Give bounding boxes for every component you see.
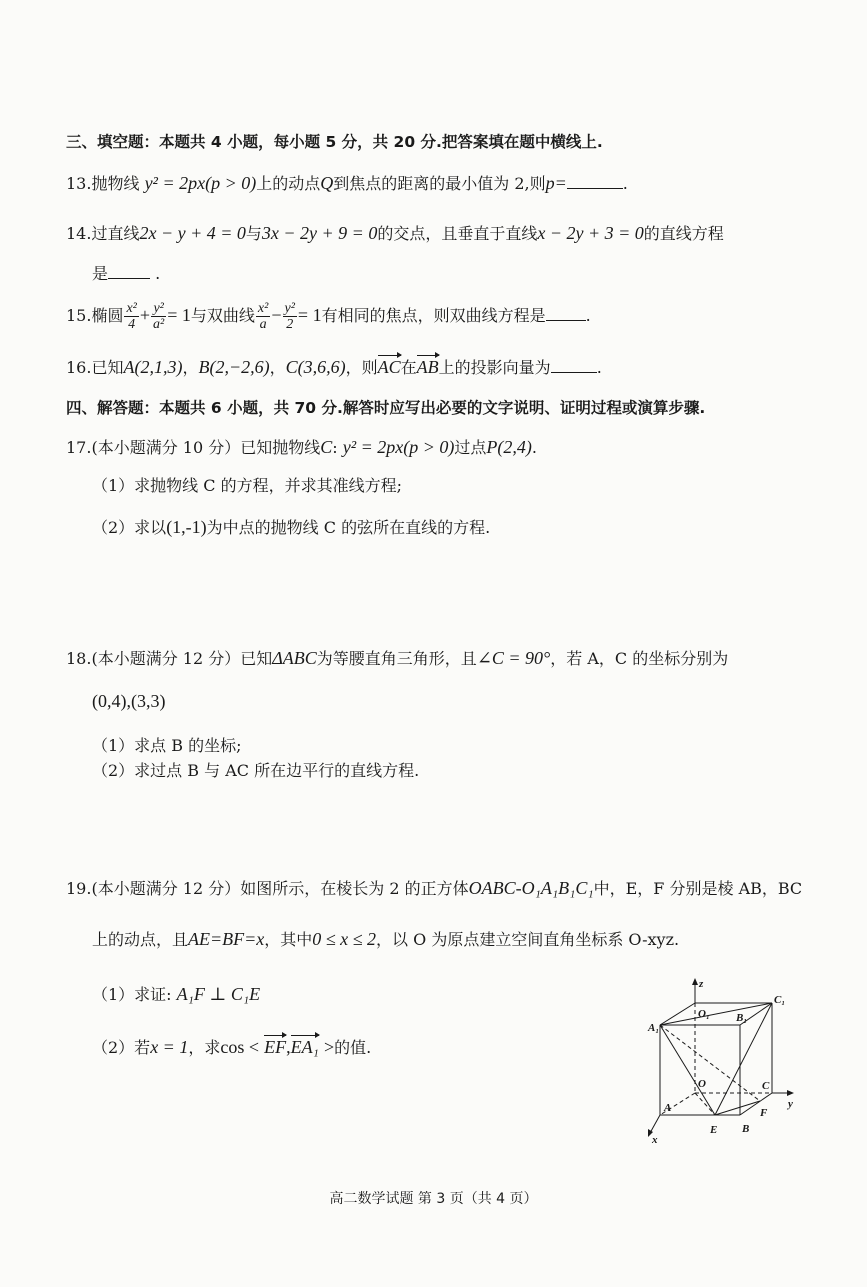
segment-e-f [715, 1101, 760, 1115]
q19-cube: OABC-O₁A₁B₁C₁ [468, 878, 594, 898]
q19-sub1-math: A₁F ⊥ C₁E [176, 984, 261, 1004]
q14-number: 14. [66, 224, 92, 243]
label-y: y [788, 1098, 793, 1110]
q16-point-b: B(2,−2,6) [198, 357, 270, 377]
section3-heading: 三、填空题：本题共 4 小题，每小题 5 分，共 20 分.把答案填在题中横线上. [66, 133, 603, 151]
q13-answer-blank[interactable] [567, 172, 623, 189]
label-e: E [710, 1124, 718, 1136]
question-14 [66, 222, 724, 245]
question-14-line2 [92, 262, 160, 285]
q18-number: 18. [66, 649, 92, 668]
axis-z-arrow [692, 978, 698, 985]
q18-angle: ∠C = 90° [476, 648, 551, 668]
q19-sub2-comma: , [286, 1037, 291, 1057]
label-o1: O₁ [698, 1008, 710, 1020]
q14-text1: 过直线 [91, 224, 140, 243]
q16-text3: 在 [400, 358, 417, 377]
question-13 [66, 172, 628, 195]
q19-sub2-text3: 的值. [334, 1038, 372, 1057]
q18-text2: 为等腰直角三角形，且 [316, 649, 477, 668]
axis-y-arrow [787, 1090, 794, 1096]
q15-frac1: $\frac{\text{x²}}{4}$ [126, 301, 137, 332]
q14-text4: 的直线方程 [643, 224, 724, 243]
label-c: C [762, 1080, 770, 1092]
q16-text1: 已知 [91, 358, 124, 377]
q17-number: 17. [66, 438, 92, 457]
q13-text2: 上的动点 [256, 174, 321, 193]
q15-frac3: $\frac{\text{x²}}{a}$ [257, 301, 269, 332]
q15-eq2: = 1 [297, 305, 322, 325]
axis-x [650, 1115, 660, 1133]
q17-sub2-midpoint: (1,-1) [166, 517, 207, 537]
q19-sub1-text: （1）求证: [92, 985, 172, 1004]
q19-sub2-cos: cos < [220, 1037, 259, 1057]
q19-sub2-text2: ，求 [188, 1038, 221, 1057]
q14-equation1: 2x − y + 4 = 0 [139, 223, 246, 243]
q15-plus: + [139, 305, 151, 325]
label-c1: C₁ [774, 994, 786, 1006]
q13-p: p= [545, 173, 567, 193]
q17-point-p: P(2,4) [486, 437, 532, 457]
q18-points [92, 690, 165, 713]
q13-text1: 抛物线 [91, 174, 140, 193]
q14-text3: 的交点，且垂直于直线 [377, 224, 538, 243]
q18-text1: (本小题满分 12 分）已知 [91, 649, 273, 668]
q16-sep2: ， [269, 358, 286, 377]
cube-figure [640, 975, 800, 1145]
q16-text2: ，则 [345, 358, 378, 377]
q17-colon: : [332, 438, 338, 457]
q17-text2: 过点 [454, 438, 487, 457]
label-a: A [664, 1102, 672, 1114]
q13-text3: 到焦点的距离的最小值为 2,则 [333, 174, 546, 193]
segment-a1-f [660, 1025, 760, 1101]
q19-sub2-vector-ea1: EA₁ [290, 1037, 319, 1057]
q17-sub1: （1）求抛物线 C 的方程，并求其准线方程; [92, 476, 402, 495]
question-16 [66, 356, 602, 379]
q19-sub2-vector-ef: EF [264, 1037, 287, 1057]
q13-number: 13. [66, 174, 92, 193]
q16-point-a: A(2,1,3) [123, 357, 183, 377]
label-a1: A₁ [648, 1022, 660, 1034]
page-footer: 高二数学试题 第 3 页（共 4 页） [329, 1191, 538, 1207]
question-17 [66, 436, 537, 459]
q17-curve-c: C [320, 437, 333, 457]
q14-end: . [155, 264, 161, 283]
q16-point-c: C(3,6,6) [285, 357, 346, 377]
q15-end: . [585, 306, 591, 325]
label-b1: B₁ [736, 1012, 748, 1024]
q19-sub2-text1: （2）若 [92, 1038, 151, 1057]
label-b: B [742, 1123, 750, 1135]
q19-sub2-x: x = 1 [150, 1037, 189, 1057]
q13-end: . [622, 174, 628, 193]
question-19 [66, 877, 802, 900]
q19-range: 0 ≤ x ≤ 2 [312, 929, 377, 949]
label-x: x [652, 1134, 658, 1145]
label-o: O [698, 1078, 706, 1090]
q15-text2: 与双曲线 [190, 306, 255, 325]
label-z: z [699, 978, 704, 990]
q16-number: 16. [66, 358, 92, 377]
q19-text3: 上的动点，且 [92, 930, 189, 949]
q17-end: . [531, 438, 537, 457]
q15-text3: 有相同的焦点，则双曲线方程是 [321, 306, 546, 325]
q17-equation: y² = 2px(p > 0) [342, 437, 455, 457]
q19-text5: ，以 O 为原点建立空间直角坐标系 O-xyz. [376, 930, 680, 949]
q13-point-q: Q [320, 173, 334, 193]
q14-text5: 是 [92, 264, 109, 283]
q18-text3: ，若 A，C 的坐标分别为 [550, 649, 729, 668]
q15-frac2: $\frac{\text{y²}}{\text{a²}}$ [153, 301, 165, 332]
q17-sub2-text2: 为中点的抛物线 C 的弦所在直线的方程. [206, 518, 491, 537]
q19-sub2-gt: > [323, 1037, 335, 1057]
q19-sub2 [92, 1036, 371, 1059]
q18-sub1: （1）求点 B 的坐标; [92, 736, 242, 755]
q15-eq1: = 1 [167, 305, 191, 325]
q18-sub2: （2）求过点 B 与 AC 所在边平行的直线方程. [92, 761, 420, 780]
label-f: F [760, 1107, 768, 1119]
q14-equation2: 3x − 2y + 9 = 0 [261, 223, 378, 243]
q15-number: 15. [66, 306, 92, 325]
q17-text1: (本小题满分 10 分）已知抛物线 [91, 438, 321, 457]
q14-answer-blank[interactable] [108, 262, 150, 279]
q16-sep1: ， [182, 358, 199, 377]
q19-sub1 [92, 983, 260, 1006]
q19-text2: 中，E，F 分别是棱 AB，BC [593, 879, 803, 898]
q15-text1: 椭圆 [91, 306, 124, 325]
q19-text4: ，其中 [264, 930, 313, 949]
q16-vector-ab: AB [416, 357, 439, 377]
q15-minus: − [271, 305, 282, 325]
q16-text4: 上的投影向量为 [438, 358, 551, 377]
section4-heading: 四、解答题：本题共 6 小题，共 70 分.解答时应写出必要的文字说明、证明过程或演算步骤. [66, 399, 706, 417]
question-19-line2 [92, 928, 679, 951]
q19-number: 19. [66, 879, 92, 898]
q17-sub2-text1: （2）求以 [92, 518, 167, 537]
q19-equation-x: AE=BF=x [188, 929, 265, 949]
q14-equation3: x − 2y + 3 = 0 [537, 223, 644, 243]
q18-coordinates: (0,4),(3,3) [92, 691, 166, 711]
q13-equation: y² = 2px(p > 0) [144, 173, 257, 193]
q15-frac4: $\frac{\text{y²}}{2}$ [284, 301, 295, 332]
q15-answer-blank[interactable] [546, 304, 586, 321]
q16-end: . [596, 358, 602, 377]
question-15 [66, 298, 591, 333]
q19-text1: (本小题满分 12 分）如图所示，在棱长为 2 的正方体 [91, 879, 469, 898]
segment-o-e [695, 1093, 715, 1115]
question-18 [66, 647, 728, 670]
q16-answer-blank[interactable] [551, 356, 597, 373]
q14-text2: 与 [245, 224, 262, 243]
q16-vector-ac: AC [377, 357, 401, 377]
q18-triangle: ΔABC [272, 648, 317, 668]
q17-sub2 [92, 516, 490, 539]
